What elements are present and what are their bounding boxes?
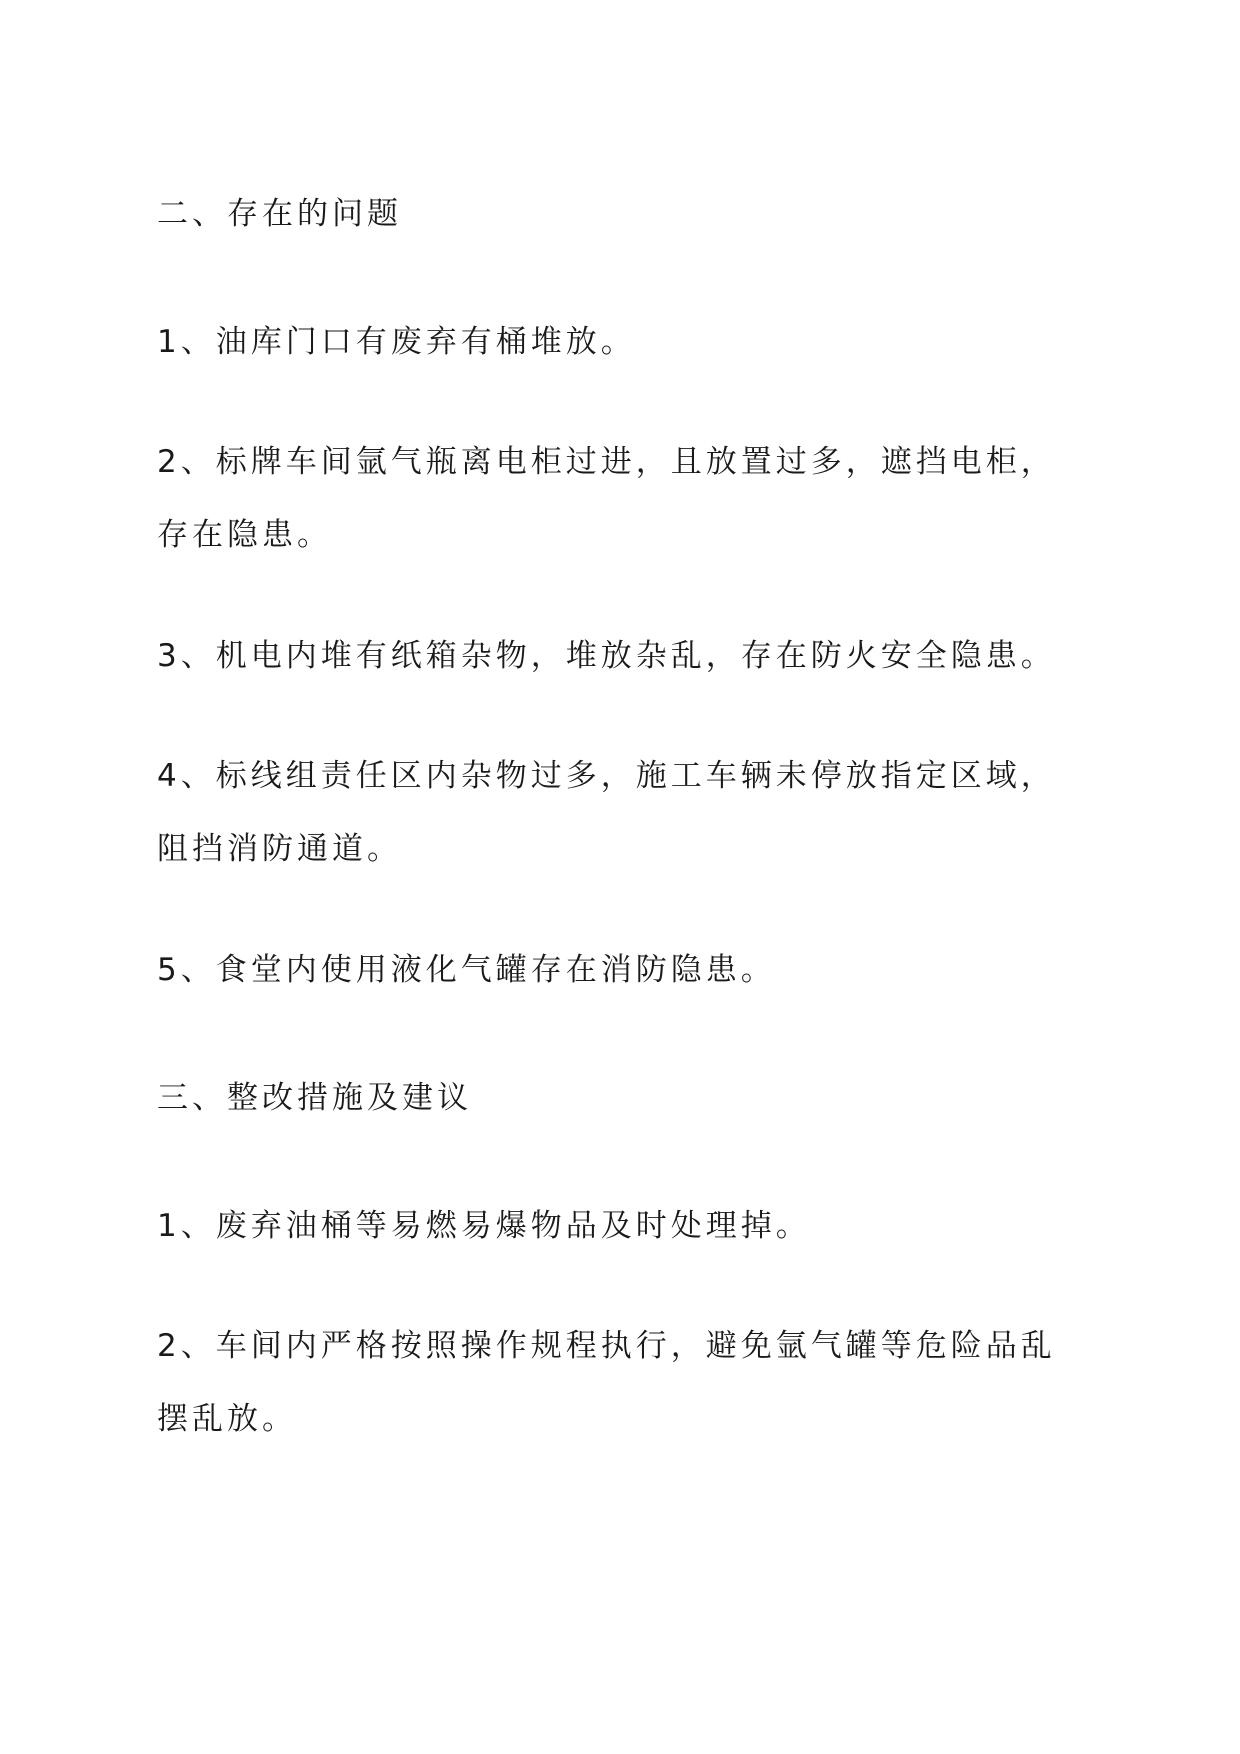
section-heading-problems: 二、存在的问题 xyxy=(157,196,402,232)
problem-item-3: 3、机电内堆有纸箱杂物，堆放杂乱，存在防火安全隐患。 xyxy=(157,638,1056,674)
section-heading-measures: 三、整改措施及建议 xyxy=(157,1080,472,1116)
document-body xyxy=(157,190,1087,1512)
problem-item-4: 4、标线组责任区内杂物过多，施工车辆未停放指定区域，阻挡消防通道。 xyxy=(157,758,1056,867)
problem-item-2: 2、标牌车间氩气瓶离电柜过进，且放置过多，遮挡电柜，存在隐患。 xyxy=(157,444,1056,553)
problem-item-5: 5、食堂内使用液化气罐存在消防隐患。 xyxy=(157,952,776,988)
measure-item-2: 2、车间内严格按照操作规程执行，避免氩气罐等危险品乱摆乱放。 xyxy=(157,1328,1056,1437)
measure-item-1: 1、废弃油桶等易燃易爆物品及时处理掉。 xyxy=(157,1208,811,1244)
problem-item-1: 1、油库门口有废弃有桶堆放。 xyxy=(157,324,636,360)
